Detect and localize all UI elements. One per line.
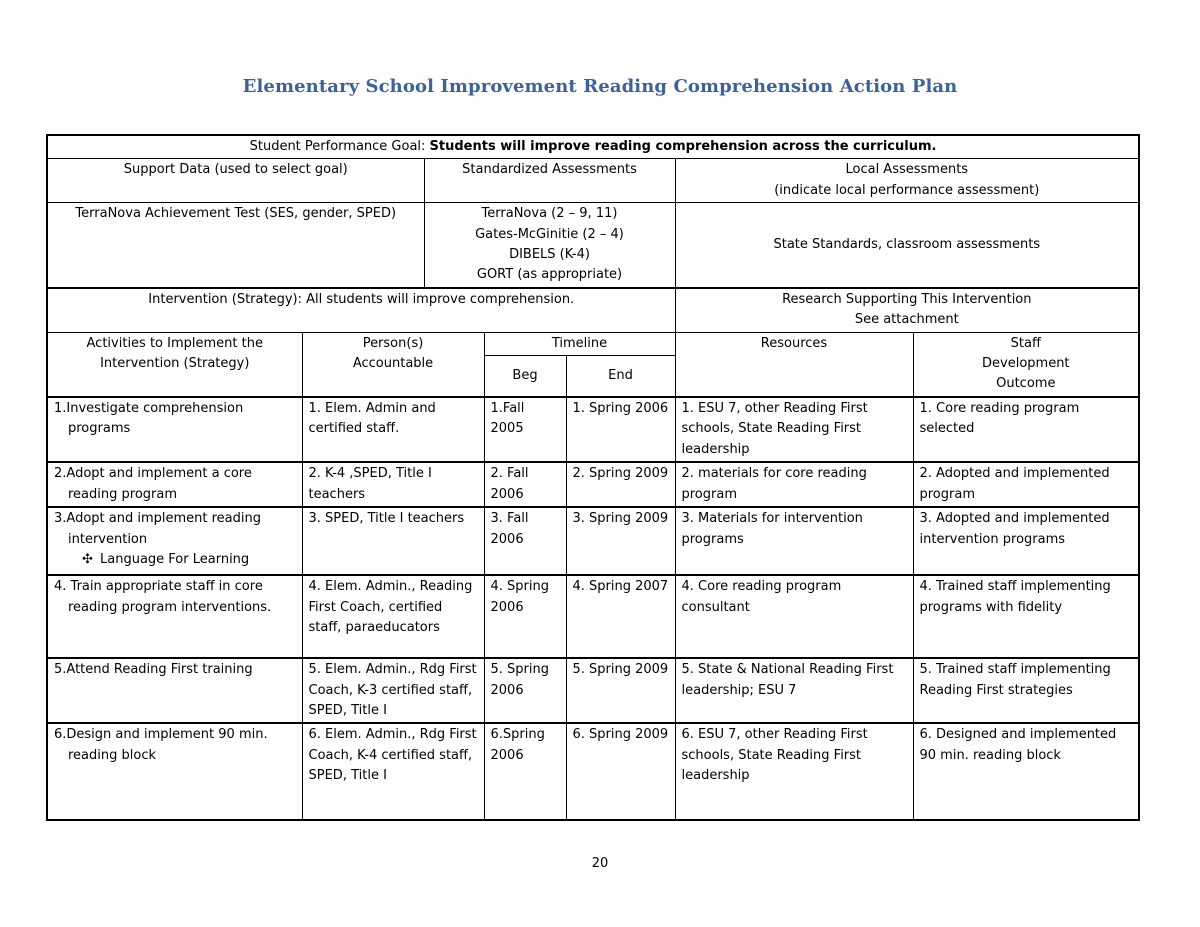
table-row [47,462,1139,507]
activity-subitem-label: Language For Learning [100,551,250,567]
activity-cell: 2.Adopt and implement a core reading program [47,462,302,507]
diamond-bullet-icon: ✣ [82,551,93,567]
person-cell: 4. Elem. Admin., Reading First Coach, certified staff, paraeducators [302,575,484,658]
person-cell: 3. SPED, Title I teachers [302,507,484,575]
assessment-header-row [47,159,1139,203]
beg-cell: 1.Fall 2005 [484,397,566,462]
end-cell: 2. Spring 2009 [566,462,675,507]
beg-cell: 5. Spring 2006 [484,658,566,723]
intervention-row [47,288,1139,332]
local-header-line1: Local Assessments [845,162,969,178]
support-data-cell: TerraNova Achievement Test (SES, gender, SPED) [47,203,424,288]
local-header-line2: (indicate local performance assessment) [774,182,1040,198]
outcome-cell: 1. Core reading program selected [913,397,1139,462]
table-row [47,397,1139,462]
outcome-cell: 5. Trained staff implementing Reading First strategies [913,658,1139,723]
assessment-data-row [47,203,1139,288]
resources-cell: 3. Materials for intervention programs [675,507,913,575]
end-cell: 6. Spring 2009 [566,723,675,820]
beg-cell: 6.Spring 2006 [484,723,566,820]
research-line1: Research Supporting This Intervention [782,291,1032,307]
end-cell: 4. Spring 2007 [566,575,675,658]
persons-header [302,332,484,397]
standardized-item: TerraNova (2 – 9, 11) [481,206,618,222]
person-cell: 1. Elem. Admin and certified staff. [302,397,484,462]
activity-cell: 1.Investigate comprehension programs [47,397,302,462]
standardized-cell [424,203,675,288]
goal-row [47,135,1139,159]
activity-cell: 6.Design and implement 90 min. reading block [47,723,302,820]
goal-text: Students will improve reading comprehension across the curriculum. [429,139,937,154]
table-row [47,507,1139,575]
beg-cell: 2. Fall 2006 [484,462,566,507]
outcome-cell: 2. Adopted and implemented program [913,462,1139,507]
outcome-header [913,332,1139,397]
page-title: Elementary School Improvement Reading Comprehension Action Plan [242,76,958,97]
standardized-item: DIBELS (K-4) [509,247,590,263]
goal-cell [47,135,1139,159]
persons-header-line1: Person(s) [362,335,424,351]
standardized-item: Gates-McGinitie (2 – 4) [475,226,624,242]
person-cell: 2. K-4 ,SPED, Title I teachers [302,462,484,507]
local-assessments-header [675,159,1139,203]
outcome-cell: 4. Trained staff implementing programs with fidelity [913,575,1139,658]
table-row [47,658,1139,723]
activities-header [47,332,302,397]
column-header-row [47,332,1139,356]
activity-cell: 5.Attend Reading First training [47,658,302,723]
end-header: End [566,356,675,397]
standardized-item: GORT (as appropriate) [476,267,623,283]
support-data-header: Support Data (used to select goal) [47,159,424,203]
activity-subitem [54,550,296,570]
intervention-cell: Intervention (Strategy): All students will improve comprehension. [47,288,675,332]
resources-header: Resources [675,332,913,397]
activity-cell [47,507,302,575]
resources-cell: 2. materials for core reading program [675,462,913,507]
outcome-cell: 3. Adopted and implemented intervention programs [913,507,1139,575]
end-cell: 3. Spring 2009 [566,507,675,575]
outcome-header-line3: Outcome [996,376,1056,392]
activity-text: 3.Adopt and implement reading intervention [54,511,261,547]
person-cell: 6. Elem. Admin., Rdg First Coach, K-4 certified staff, SPED, Title I [302,723,484,820]
research-line2: See attachment [854,312,959,328]
end-cell: 5. Spring 2009 [566,658,675,723]
beg-header: Beg [484,356,566,397]
resources-cell: 5. State & National Reading First leadership; ESU 7 [675,658,913,723]
outcome-header-line1: Staff [1010,335,1041,351]
activity-cell: 4. Train appropriate staff in core reading program interventions. [47,575,302,658]
action-plan-table [46,134,1140,821]
outcome-cell: 6. Designed and implemented 90 min. reading block [913,723,1139,820]
person-cell: 5. Elem. Admin., Rdg First Coach, K-3 certified staff, SPED, Title I [302,658,484,723]
standardized-header: Standardized Assessments [424,159,675,203]
timeline-header: Timeline [484,332,675,356]
outcome-header-line2: Development [982,356,1070,372]
page-number: 20 [591,856,609,871]
table-row [47,575,1139,658]
beg-cell: 3. Fall 2006 [484,507,566,575]
resources-cell: 6. ESU 7, other Reading First schools, State Reading First leadership [675,723,913,820]
resources-cell: 4. Core reading program consultant [675,575,913,658]
local-assessments-cell: State Standards, classroom assessments [675,203,1139,288]
goal-label: Student Performance Goal: [249,139,430,154]
beg-cell: 4. Spring 2006 [484,575,566,658]
resources-cell: 1. ESU 7, other Reading First schools, State Reading First leadership [675,397,913,462]
persons-header-line2: Accountable [352,356,434,372]
end-cell: 1. Spring 2006 [566,397,675,462]
research-cell [675,288,1139,332]
activities-header-line1: Activities to Implement the [86,335,263,351]
activities-header-line2: Intervention (Strategy) [100,356,250,372]
table-row [47,723,1139,820]
